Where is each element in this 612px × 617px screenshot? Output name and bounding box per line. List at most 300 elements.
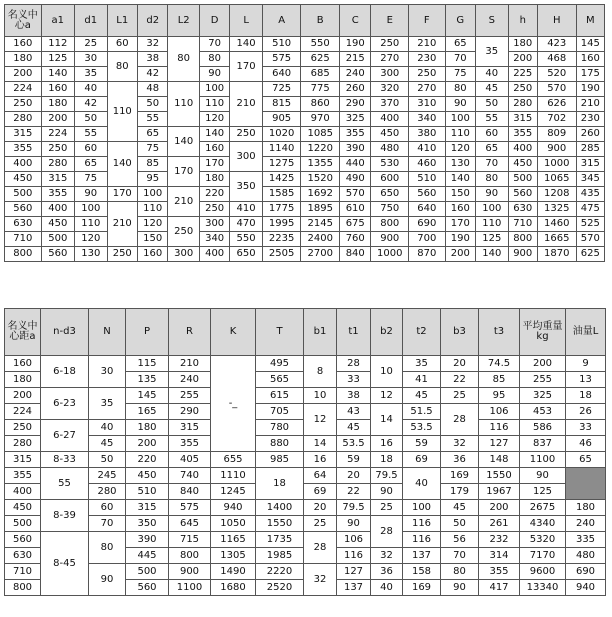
table-row <box>5 217 605 232</box>
cell: 125 <box>520 484 566 500</box>
cell: 28 <box>441 404 479 436</box>
col-header: A <box>262 5 301 37</box>
cell: 490 <box>340 172 371 187</box>
dimension-table-1 <box>4 4 605 262</box>
cell: 20 <box>304 500 337 516</box>
table-row <box>5 484 606 500</box>
table-row <box>5 436 606 452</box>
cell: 250 <box>371 37 409 52</box>
cell: 840 <box>340 247 371 262</box>
cell: 710 <box>5 232 42 247</box>
table-row <box>5 564 606 580</box>
cell: 250 <box>230 127 262 142</box>
cell: 6-23 <box>41 388 89 420</box>
cell: 315 <box>508 112 537 127</box>
cell: 1995 <box>262 217 301 232</box>
cell: 160 <box>41 82 75 97</box>
cell: 46 <box>566 436 606 452</box>
cell: 250 <box>5 420 41 436</box>
cell: 32 <box>441 436 479 452</box>
cell: 1735 <box>256 532 304 548</box>
cell: 59 <box>337 452 371 468</box>
cell: 35 <box>75 67 107 82</box>
cell: 200 <box>479 500 520 516</box>
cell: 90 <box>476 187 508 202</box>
cell: 870 <box>409 247 446 262</box>
cell: 690 <box>566 564 606 580</box>
cell: 100 <box>199 82 229 97</box>
cell: 300 <box>371 67 409 82</box>
cell: 110 <box>168 82 199 127</box>
cell: 179 <box>441 484 479 500</box>
cell: 28 <box>337 356 371 372</box>
cell: 160 <box>576 52 604 67</box>
cell: 725 <box>262 82 301 97</box>
cell: 8-45 <box>41 532 89 596</box>
cell: 55 <box>476 112 508 127</box>
cell: 655 <box>211 452 256 468</box>
cell: 170 <box>445 217 475 232</box>
cell: 95 <box>137 172 167 187</box>
cell: 500 <box>508 172 537 187</box>
cell: 160 <box>199 142 229 157</box>
col-header: 油量L <box>566 309 606 356</box>
cell: 70 <box>199 37 229 52</box>
cell: 75 <box>445 67 475 82</box>
cell: 32 <box>371 548 403 564</box>
cell: 800 <box>169 548 211 564</box>
cell: 210 <box>230 82 262 127</box>
cell: 220 <box>126 452 169 468</box>
cell: 1895 <box>301 202 340 217</box>
cell: 70 <box>445 52 475 67</box>
cell: 250 <box>41 142 75 157</box>
col-header: N <box>89 309 126 356</box>
cell: 40 <box>371 580 403 596</box>
col-header: t2 <box>403 309 441 356</box>
cell: 350 <box>230 172 262 202</box>
cell: 1520 <box>301 172 340 187</box>
cell: 500 <box>41 232 75 247</box>
col-header: H <box>537 5 576 37</box>
cell: 6-18 <box>41 356 89 388</box>
cell: 140 <box>445 172 475 187</box>
cell: 18 <box>566 388 606 404</box>
cell: 1065 <box>537 172 576 187</box>
cell: 1325 <box>537 202 576 217</box>
cell: 190 <box>445 232 475 247</box>
cell: 53.5 <box>337 436 371 452</box>
cell: 110 <box>199 97 229 112</box>
cell: 40 <box>75 82 107 97</box>
cell: 250 <box>508 82 537 97</box>
cell: 120 <box>445 142 475 157</box>
col-header: R <box>169 309 211 356</box>
cell: 1000 <box>371 247 409 262</box>
cell: 570 <box>576 232 604 247</box>
cell: 22 <box>441 372 479 388</box>
cell: 809 <box>537 127 576 142</box>
cell: 1775 <box>262 202 301 217</box>
cell: 110 <box>445 127 475 142</box>
table-row <box>5 52 605 67</box>
dimension-table-2 <box>4 308 606 596</box>
cell: 760 <box>340 232 371 247</box>
cell: 940 <box>566 580 606 596</box>
cell: 50 <box>476 97 508 112</box>
cell: 450 <box>371 127 409 142</box>
cell: 224 <box>5 82 42 97</box>
cell: 285 <box>576 142 604 157</box>
cell: 1000 <box>537 157 576 172</box>
cell: 210 <box>409 37 446 52</box>
cell: 13340 <box>520 580 566 596</box>
cell: 261 <box>479 516 520 532</box>
cell: 315 <box>576 157 604 172</box>
col-header: G <box>445 5 475 37</box>
cell: 165 <box>126 404 169 420</box>
cell: 120 <box>137 217 167 232</box>
cell: 560 <box>508 187 537 202</box>
cell: 25 <box>371 500 403 516</box>
cell: 90 <box>89 564 126 596</box>
cell: 417 <box>479 580 520 596</box>
cell: 160 <box>5 356 41 372</box>
cell: 900 <box>169 564 211 580</box>
cell: 900 <box>508 247 537 262</box>
col-header: F <box>409 5 446 37</box>
cell: -_ <box>211 356 256 452</box>
cell: 210 <box>576 97 604 112</box>
cell: 170 <box>168 157 199 187</box>
cell: 940 <box>211 500 256 516</box>
cell: 280 <box>508 97 537 112</box>
cell: 45 <box>441 500 479 516</box>
cell: 480 <box>371 142 409 157</box>
cell: 625 <box>576 247 604 262</box>
cell: 35 <box>89 388 126 420</box>
cell: 560 <box>5 532 41 548</box>
cell: 710 <box>508 217 537 232</box>
col-header: b3 <box>441 309 479 356</box>
cell: 70 <box>441 548 479 564</box>
cell: 750 <box>371 202 409 217</box>
table-row <box>5 468 606 484</box>
cell: 1220 <box>301 142 340 157</box>
cell: 90 <box>520 468 566 484</box>
cell: 18 <box>256 468 304 500</box>
cell: 90 <box>441 580 479 596</box>
table-row <box>5 356 606 372</box>
cell: 860 <box>301 97 340 112</box>
cell: 905 <box>262 112 301 127</box>
cell: 80 <box>476 172 508 187</box>
cell: 190 <box>340 37 371 52</box>
cell: 340 <box>199 232 229 247</box>
cell: 240 <box>169 372 211 388</box>
cell: 200 <box>508 52 537 67</box>
cell: 410 <box>230 202 262 217</box>
cell: 1550 <box>256 516 304 532</box>
cell: 800 <box>371 217 409 232</box>
cell: 60 <box>89 500 126 516</box>
cell: 650 <box>230 247 262 262</box>
cell: 110 <box>476 217 508 232</box>
col-header: S <box>476 5 508 37</box>
cell: 45 <box>89 436 126 452</box>
cell: 36 <box>371 564 403 580</box>
cell: 112 <box>41 37 75 52</box>
cell: 1490 <box>211 564 256 580</box>
cell: 30 <box>75 52 107 67</box>
col-header: n-d3 <box>41 309 89 356</box>
cell: 90 <box>445 97 475 112</box>
cell: 106 <box>337 532 371 548</box>
cell: 32 <box>304 564 337 596</box>
cell: 240 <box>340 67 371 82</box>
cell: 630 <box>508 202 537 217</box>
cell: 170 <box>230 52 262 82</box>
table-row <box>5 452 606 468</box>
cell: 345 <box>576 172 604 187</box>
cell: 14 <box>371 404 403 436</box>
cell: 270 <box>371 52 409 67</box>
cell: 16 <box>371 436 403 452</box>
cell: 200 <box>41 112 75 127</box>
cell: 1870 <box>537 247 576 262</box>
col-header: L1 <box>107 5 137 37</box>
cell: 340 <box>409 112 446 127</box>
cell: 45 <box>337 420 371 436</box>
cell: 40 <box>89 420 126 436</box>
cell: 2235 <box>262 232 301 247</box>
cell: 79.5 <box>371 468 403 484</box>
cell: 520 <box>537 67 576 82</box>
cell: 315 <box>126 500 169 516</box>
cell: 50 <box>441 516 479 532</box>
cell: 30 <box>89 356 126 388</box>
cell: 22 <box>337 484 371 500</box>
cell: 260 <box>576 127 604 142</box>
cell: 350 <box>126 516 169 532</box>
cell: 125 <box>476 232 508 247</box>
cell: 1020 <box>262 127 301 142</box>
cell: 1550 <box>479 468 520 484</box>
cell: 400 <box>199 247 229 262</box>
cell: 280 <box>41 157 75 172</box>
cell: 2400 <box>301 232 340 247</box>
col-header: t3 <box>479 309 520 356</box>
cell: 60 <box>476 127 508 142</box>
cell: 400 <box>5 484 41 500</box>
cell: 120 <box>75 232 107 247</box>
cell: 355 <box>479 564 520 580</box>
cell: 1100 <box>520 452 566 468</box>
cell: 50 <box>137 97 167 112</box>
cell: 1967 <box>479 484 520 500</box>
cell: 10 <box>304 388 337 404</box>
cell: 41 <box>403 372 441 388</box>
cell: 180 <box>508 37 537 52</box>
cell: 224 <box>41 127 75 142</box>
cell: 500 <box>126 564 169 580</box>
cell: 200 <box>5 388 41 404</box>
table-row <box>5 532 606 548</box>
cell: 1355 <box>301 157 340 172</box>
cell: 560 <box>41 247 75 262</box>
cell: 190 <box>576 82 604 97</box>
cell: 480 <box>566 548 606 564</box>
cell: 1100 <box>169 580 211 596</box>
cell: 495 <box>256 356 304 372</box>
cell: 130 <box>445 157 475 172</box>
cell: 460 <box>409 157 446 172</box>
cell: 25 <box>75 37 107 52</box>
cell: 780 <box>256 420 304 436</box>
cell: 575 <box>262 52 301 67</box>
cell: 85 <box>479 372 520 388</box>
cell: 65 <box>445 37 475 52</box>
col-header: d1 <box>75 5 107 37</box>
cell: 1585 <box>262 187 301 202</box>
cell: 50 <box>75 112 107 127</box>
cell: 560 <box>409 187 446 202</box>
cell: 75 <box>75 172 107 187</box>
cell: 2220 <box>256 564 304 580</box>
cell: 33 <box>566 420 606 436</box>
cell: 2145 <box>301 217 340 232</box>
cell: 150 <box>445 187 475 202</box>
cell: 1208 <box>537 187 576 202</box>
cell: 390 <box>126 532 169 548</box>
cell: 130 <box>75 247 107 262</box>
cell: 75 <box>137 142 167 157</box>
cell: 315 <box>41 172 75 187</box>
cell: 158 <box>403 564 441 580</box>
table-row <box>5 388 606 404</box>
cell: 4340 <box>520 516 566 532</box>
cell: 675 <box>340 217 371 232</box>
cell: 95 <box>479 388 520 404</box>
cell: 625 <box>301 52 340 67</box>
cell: 45 <box>476 82 508 97</box>
table-row <box>5 97 605 112</box>
cell: 90 <box>199 67 229 82</box>
cell: 837 <box>520 436 566 452</box>
table-row <box>5 202 605 217</box>
cell: 55 <box>75 127 107 142</box>
cell: 8-33 <box>41 452 89 468</box>
cell: 140 <box>41 67 75 82</box>
cell: 32 <box>137 37 167 52</box>
cell: 1692 <box>301 187 340 202</box>
cell: 1400 <box>256 500 304 516</box>
cell: 400 <box>508 142 537 157</box>
cell: 20 <box>337 468 371 484</box>
cell: 2675 <box>520 500 566 516</box>
cell: 220 <box>199 187 229 202</box>
col-header: M <box>576 5 604 37</box>
cell: 400 <box>41 202 75 217</box>
cell: 500 <box>5 187 42 202</box>
col-header: 名义中心a <box>5 5 42 37</box>
cell: 60 <box>107 37 137 52</box>
cell: 740 <box>169 468 211 484</box>
cell: 250 <box>168 217 199 247</box>
table-row <box>5 157 605 172</box>
cell: 100 <box>445 112 475 127</box>
cell: 40 <box>476 67 508 82</box>
col-header: K <box>211 309 256 356</box>
cell: 280 <box>5 112 42 127</box>
cell: 42 <box>137 67 167 82</box>
cell: 423 <box>537 37 576 52</box>
cell: 450 <box>126 468 169 484</box>
cell: 64 <box>304 468 337 484</box>
cell: 100 <box>476 202 508 217</box>
cell: 200 <box>445 247 475 262</box>
cell: 43 <box>337 404 371 420</box>
cell: 450 <box>41 217 75 232</box>
cell: 180 <box>566 500 606 516</box>
cell: 70 <box>476 157 508 172</box>
cell: 570 <box>340 187 371 202</box>
cell: 40 <box>403 468 441 500</box>
table-row <box>5 232 605 247</box>
cell: 140 <box>199 127 229 142</box>
cell: 116 <box>337 548 371 564</box>
cell: 106 <box>479 404 520 420</box>
cell: 410 <box>409 142 446 157</box>
cell: 435 <box>576 187 604 202</box>
cell: 160 <box>5 37 42 52</box>
cell: 1085 <box>301 127 340 142</box>
cell: 25 <box>441 388 479 404</box>
cell: 510 <box>262 37 301 52</box>
cell: 510 <box>409 172 446 187</box>
cell: 630 <box>5 217 42 232</box>
cell: 1050 <box>211 516 256 532</box>
cell: 280 <box>89 484 126 500</box>
cell: 16 <box>304 452 337 468</box>
cell: 9600 <box>520 564 566 580</box>
cell: 710 <box>5 564 41 580</box>
cell: 650 <box>371 187 409 202</box>
cell: 290 <box>340 97 371 112</box>
cell: 1140 <box>262 142 301 157</box>
cell: 200 <box>126 436 169 452</box>
cell: 1245 <box>211 484 256 500</box>
col-header: T <box>256 309 304 356</box>
cell: 400 <box>5 157 42 172</box>
cell: 900 <box>371 232 409 247</box>
cell: 69 <box>403 452 441 468</box>
cell: 14 <box>304 436 337 452</box>
cell: 232 <box>479 532 520 548</box>
cell: 60 <box>75 142 107 157</box>
cell: 20 <box>441 356 479 372</box>
cell: 140 <box>168 127 199 157</box>
table-row <box>5 516 606 532</box>
col-header: D <box>199 5 229 37</box>
cell: 626 <box>537 97 576 112</box>
cell: 215 <box>340 52 371 67</box>
cell: 440 <box>340 157 371 172</box>
cell: 33 <box>337 372 371 388</box>
cell: 280 <box>5 436 41 452</box>
cell: 180 <box>5 52 42 67</box>
cell: 56 <box>441 532 479 548</box>
